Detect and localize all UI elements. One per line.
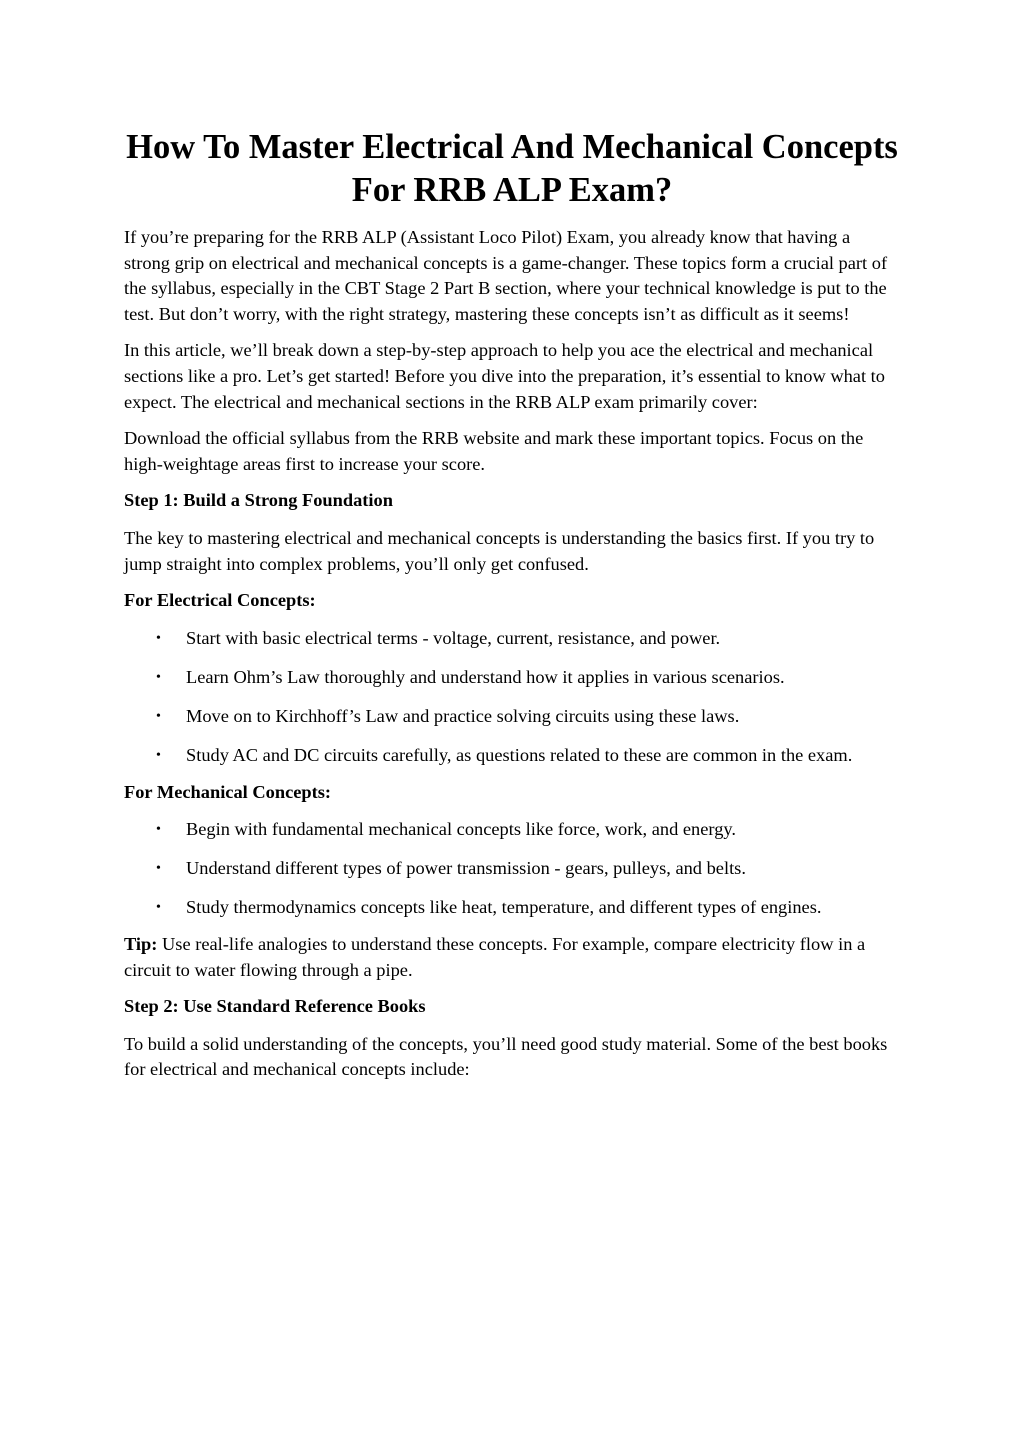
article-paragraph: In this article, we’ll break down a step-by-step approach to help you ace the electrical and mechanical sections like a pro. Let’s get started! Before you dive into the preparation, it’s essential to know what to expect. The electrical and mechanical sections in the RRB ALP exam primarily cover: <box>124 340 885 412</box>
list-item-text: Study AC and DC circuits carefully, as questions related to these are common in the exam. <box>186 745 853 765</box>
tip-paragraph <box>124 932 900 983</box>
list-item-text: Learn Ohm’s Law thoroughly and understand how it applies in various scenarios. <box>186 666 785 687</box>
list-item-text: Begin with fundamental mechanical concepts like force, work, and energy. <box>186 819 736 840</box>
tip-label: Tip: <box>124 933 158 954</box>
list-item <box>124 856 900 882</box>
step1-heading: Step 1: Build a Strong Foundation <box>124 490 393 511</box>
list-item <box>124 665 900 691</box>
list-item-text: Understand different types of power transmission - gears, pulleys, and belts. <box>186 858 746 879</box>
bullet-icon: • <box>156 900 161 916</box>
bullet-icon: • <box>156 630 161 646</box>
list-item <box>124 626 900 652</box>
step2-paragraph: To build a solid understanding of the concepts, you’ll need good study material. Some of the best books for electrical and mechanical concepts include: <box>124 1033 888 1080</box>
step1-paragraph: The key to mastering electrical and mechanical concepts is understanding the basics first. If you try to jump straight into complex problems, you’ll only get confused. <box>124 527 875 574</box>
mechanical-heading: For Mechanical Concepts: <box>124 781 332 802</box>
download-paragraph: Download the official syllabus from the RRB website and mark these important topics. Focus on the high-weightage areas first to increase your score. <box>124 428 864 474</box>
bullet-icon: • <box>156 669 161 685</box>
list-item <box>124 817 900 843</box>
mechanical-list <box>124 817 900 921</box>
tip-text: Use real-life analogies to understand these concepts. For example, compare electricity flow in a circuit to water flowing through a pipe. <box>124 933 866 980</box>
bullet-icon: • <box>156 708 161 724</box>
list-item <box>124 704 900 730</box>
electrical-list <box>124 626 900 769</box>
list-item <box>124 743 900 769</box>
list-item-text: Start with basic electrical terms - voltage, current, resistance, and power. <box>186 627 721 648</box>
document-page <box>124 126 900 1094</box>
intro-paragraph: If you’re preparing for the RRB ALP (Assistant Loco Pilot) Exam, you already know that having a strong grip on electrical and mechanical concepts is a game-changer. These topics form a crucial part of the syllabus, especially in the CBT Stage 2 Part B section, where your technical knowledge is put to the test. But don’t worry, with the right strategy, mastering these concepts isn’t as difficult as it seems! <box>124 227 888 324</box>
list-item <box>124 895 900 921</box>
list-item-text: Move on to Kirchhoff’s Law and practice solving circuits using these laws. <box>186 705 740 726</box>
page-title: How To Master Electrical And Mechanical Concepts For RRB ALP Exam? <box>126 128 898 209</box>
bullet-icon: • <box>156 861 161 877</box>
bullet-icon: • <box>156 822 161 838</box>
step2-heading: Step 2: Use Standard Reference Books <box>124 996 426 1017</box>
bullet-icon: • <box>156 748 161 763</box>
list-item-text: Study thermodynamics concepts like heat, temperature, and different types of engines. <box>186 897 822 918</box>
electrical-heading: For Electrical Concepts: <box>124 590 316 611</box>
